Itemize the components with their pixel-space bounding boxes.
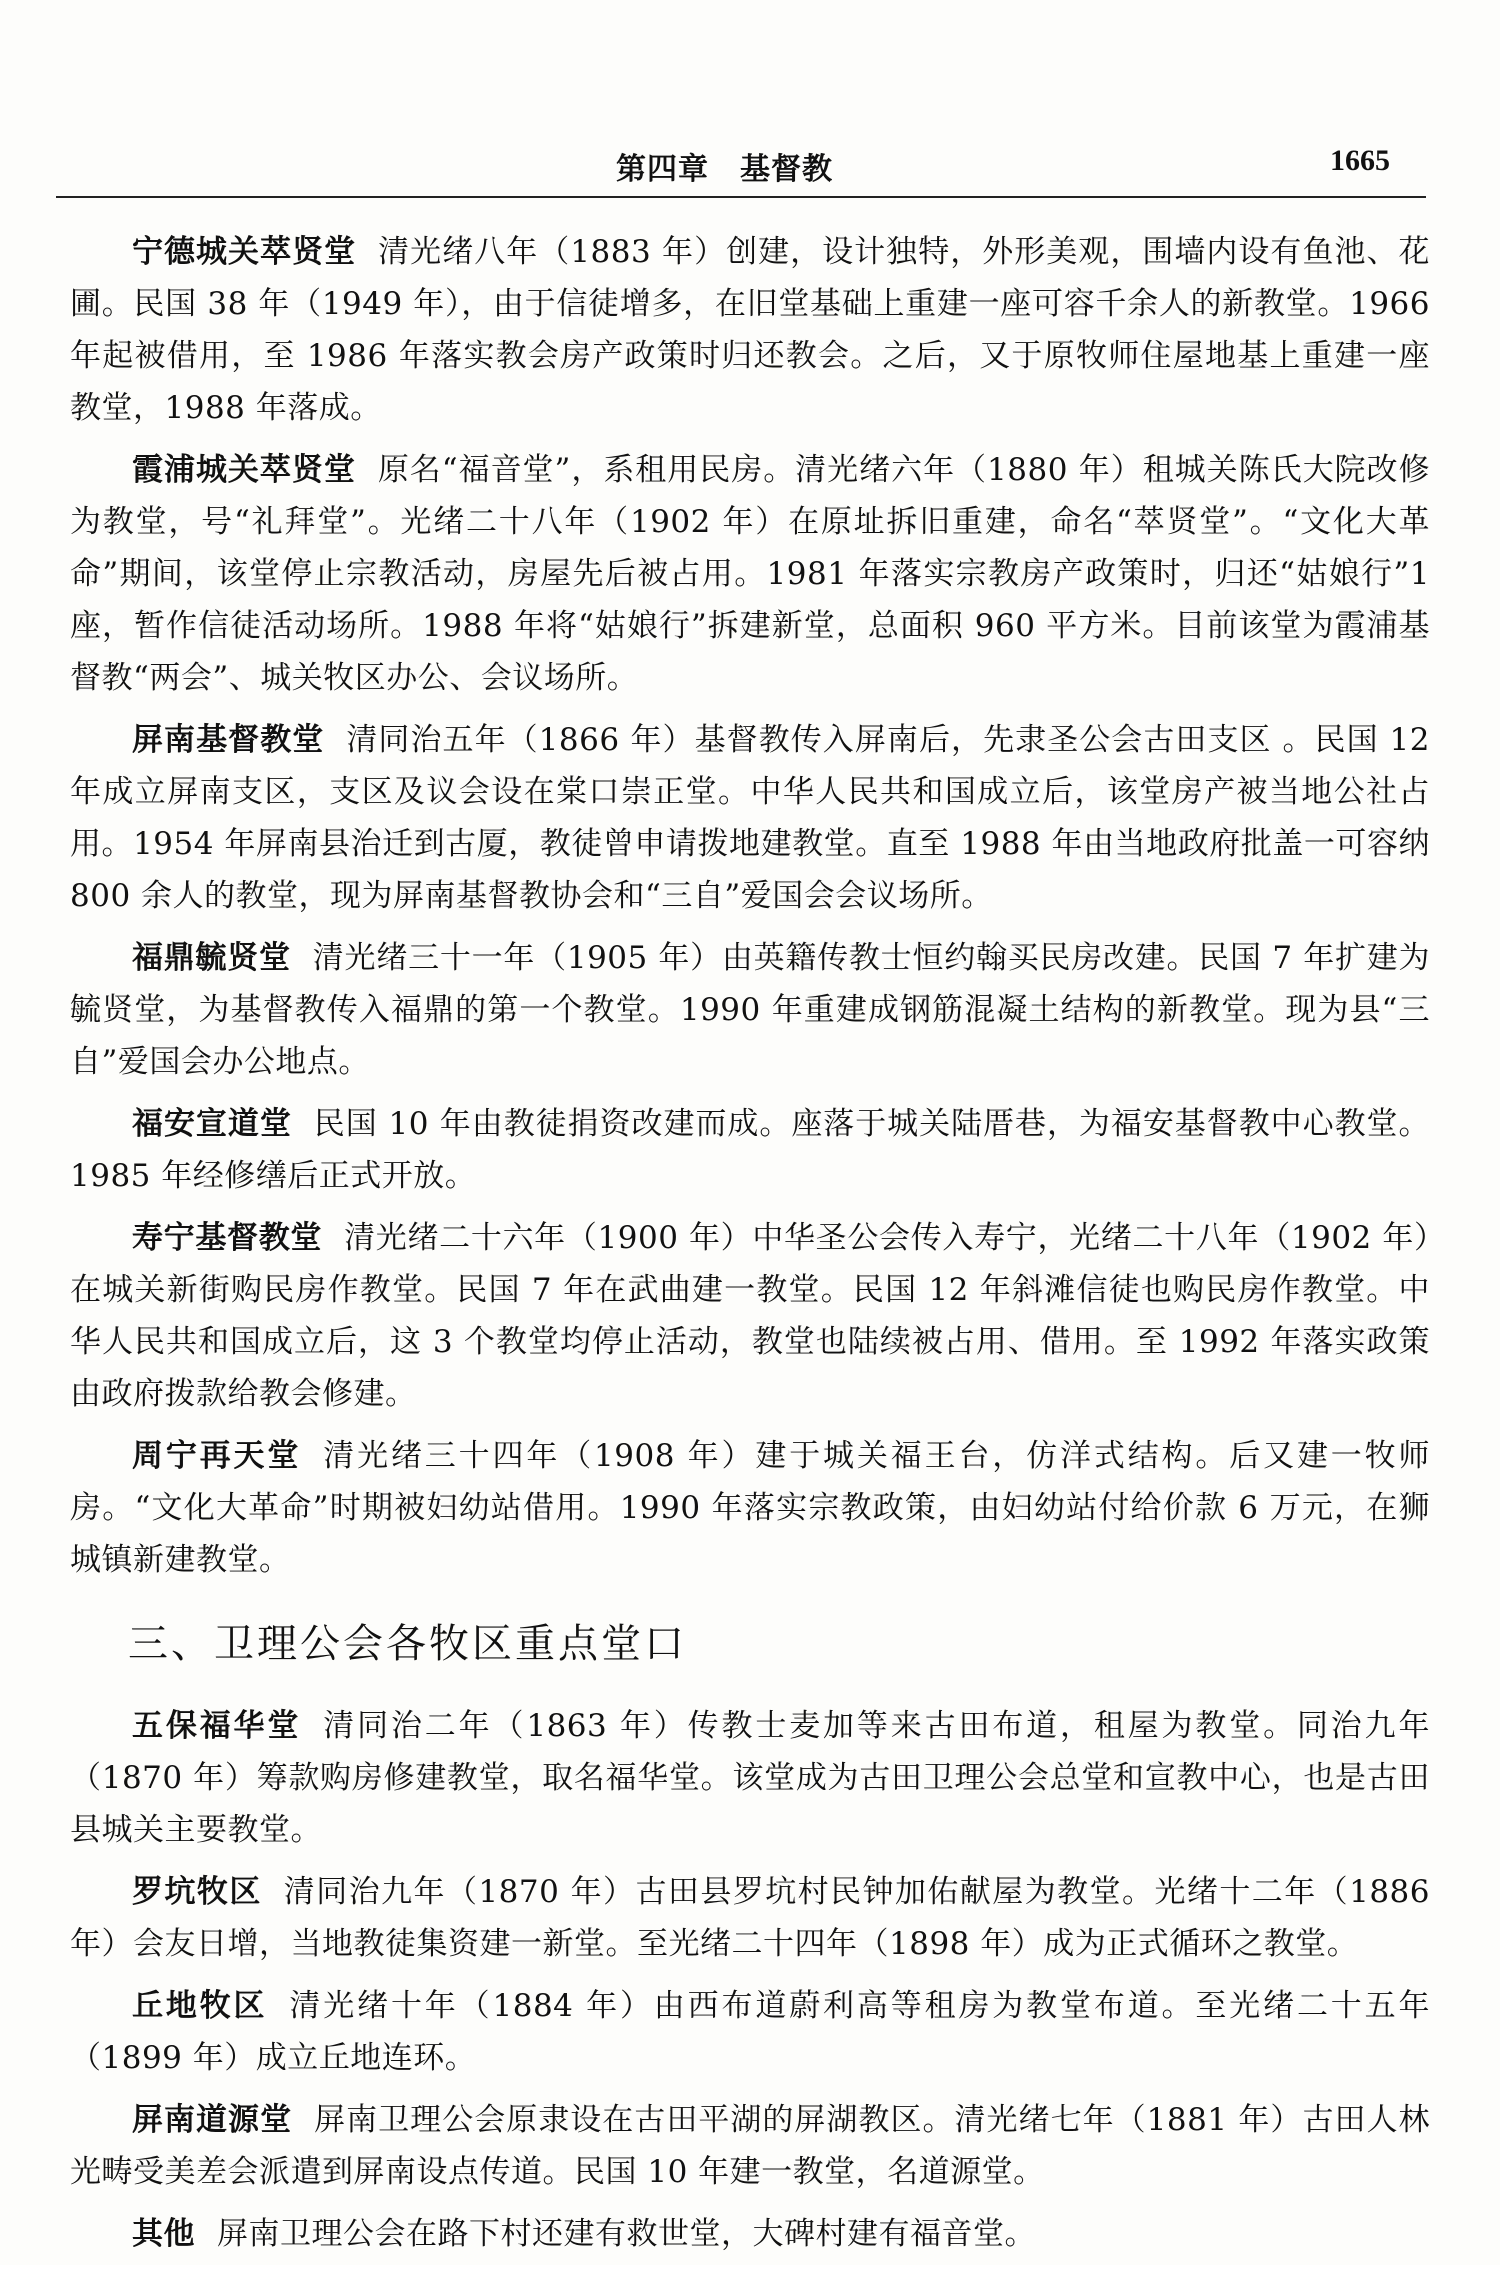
church-entry — [70, 932, 1430, 1088]
church-entry — [70, 226, 1430, 434]
entry-heading: 霞浦城关萃贤堂 — [132, 452, 356, 488]
church-entries-section-2 — [70, 226, 1430, 1586]
entry-body: 清光绪二十六年（1900 年）中华圣公会传入寿宁，光绪二十八年（1902 年）在城关新街购民房作教堂。民国 7 年在武曲建一教堂。民国 12 年斜滩信徒也购民房作教堂。中华人民共和国成立后，这 3 个教堂均停止活动，教堂也陆续被占用、借用。至 1992 年落实政策由政府拨款给教会修建。 — [70, 1220, 1431, 1412]
church-entry — [70, 444, 1430, 704]
entry-heading: 屏南基督教堂 — [132, 722, 325, 758]
entry-heading: 福鼎毓贤堂 — [132, 940, 291, 976]
church-entry — [70, 1700, 1430, 1856]
church-entry — [70, 1430, 1430, 1586]
entry-heading: 周宁再天堂 — [132, 1438, 302, 1474]
entry-body: 民国 10 年由教徒捐资改建而成。座落于城关陆厝巷，为福安基督教中心教堂。1985 年经修缮后正式开放。 — [70, 1106, 1431, 1194]
entry-body: 清同治二年（1863 年）传教士麦加等来古田布道，租屋为教堂。同治九年（1870 年）筹款购房修建教堂，取名福华堂。该堂成为古田卫理公会总堂和宣教中心，也是古田县城关主要教堂。 — [70, 1708, 1430, 1848]
entry-body: 清同治九年（1870 年）古田县罗坑村民钟加佑献屋为教堂。光绪十二年（1886 年）会友日增，当地教徒集资建一新堂。至光绪二十四年（1898 年）成为正式循环之教堂。 — [70, 1874, 1431, 1962]
entry-heading: 屏南道源堂 — [132, 2102, 293, 2138]
church-entry — [70, 1866, 1430, 1970]
church-entries-section-3 — [70, 1700, 1430, 2260]
entry-heading: 宁德城关萃贤堂 — [132, 234, 357, 270]
entry-body: 屏南卫理公会在路下村还建有救世堂，大碑村建有福音堂。 — [217, 2216, 1036, 2252]
church-entry — [70, 1098, 1430, 1202]
entry-heading: 五保福华堂 — [132, 1708, 302, 1744]
section-title: 三、卫理公会各牧区重点堂口 — [128, 1621, 687, 1667]
church-entry — [70, 714, 1430, 922]
page-number: 1665 — [1330, 144, 1390, 177]
entry-body: 屏南卫理公会原隶设在古田平湖的屏湖教区。清光绪七年（1881 年）古田人林光畴受美差会派遣到屏南设点传道。民国 10 年建一教堂，名道源堂。 — [70, 2102, 1431, 2190]
entry-heading: 罗坑牧区 — [132, 1874, 262, 1910]
church-entry — [70, 1212, 1430, 1420]
entry-body: 清光绪八年（1883 年）创建，设计独特，外形美观，围墙内设有鱼池、花圃。民国 38 年（1949 年），由于信徒增多，在旧堂基础上重建一座可容千余人的新教堂。1966 年起被借用，至 1986 年落实教会房产政策时归还教会。之后，又于原牧师住屋地基上重建一座教堂，1988 年落成。 — [70, 234, 1431, 426]
chapter-title: 第四章 基督教 — [616, 152, 833, 187]
page-header — [56, 140, 1426, 198]
entry-heading: 其他 — [132, 2216, 195, 2252]
church-entry — [70, 1980, 1430, 2084]
entry-heading: 丘地牧区 — [132, 1988, 268, 2024]
church-entry — [70, 2208, 1430, 2260]
church-entry — [70, 2094, 1430, 2198]
page-content — [70, 226, 1430, 2270]
entry-body: 清光绪三十一年（1905 年）由英籍传教士恒约翰买民房改建。民国 7 年扩建为毓贤堂，为基督教传入福鼎的第一个教堂。1990 年重建成钢筋混凝土结构的新教堂。现为县“三自”爱国会办公地点。 — [70, 940, 1430, 1080]
entry-body: 清光绪三十四年（1908 年）建于城关福王台，仿洋式结构。后又建一牧师房。“文化大革命”时期被妇幼站借用。1990 年落实宗教政策，由妇幼站付给价款 6 万元，在狮城镇新建教堂。 — [70, 1438, 1430, 1578]
entry-body: 清同治五年（1866 年）基督教传入屏南后，先隶圣公会古田支区 。民国 12 年成立屏南支区，支区及议会设在棠口崇正堂。中华人民共和国成立后，该堂房产被当地公社占用。1954 年屏南县治迁到古厦，教徒曾申请拨地建教堂。直至 1988 年由当地政府批盖一可容纳 800 余人的教堂，现为屏南基督教协会和“三自”爱国会会议场所。 — [70, 722, 1431, 914]
entry-heading: 寿宁基督教堂 — [132, 1220, 323, 1256]
entry-body: 原名“福音堂”，系租用民房。清光绪六年（1880 年）租城关陈氏大院改修为教堂，号“礼拜堂”。光绪二十八年（1902 年）在原址拆旧重建，命名“萃贤堂”。“文化大革命”期间，该堂停止宗教活动，房屋先后被占用。1981 年落实宗教房产政策时，归还“姑娘行”1 座，暂作信徒活动场所。1988 年将“姑娘行”拆建新堂，总面积 960 平方米。目前该堂为霞浦基督教“两会”、城关牧区办公、会议场所。 — [70, 452, 1430, 696]
entry-body: 清光绪十年（1884 年）由西布道蔚利高等租房为教堂布道。至光绪二十五年（1899 年）成立丘地连环。 — [70, 1988, 1430, 2076]
entry-heading: 福安宣道堂 — [132, 1106, 292, 1142]
